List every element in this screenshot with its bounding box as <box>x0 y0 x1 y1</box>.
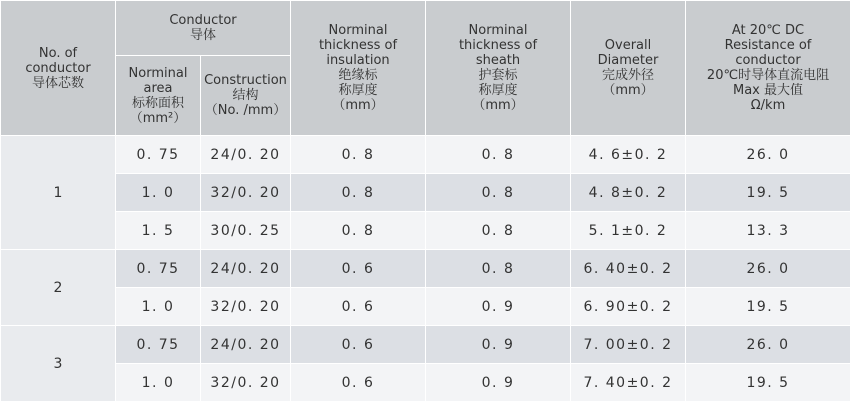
table-header <box>1 1 850 136</box>
conductor-count-cell: 1 <box>1 136 116 250</box>
sheath-cell: 0. 9 <box>426 326 571 364</box>
sheath-cell: 0. 8 <box>426 174 571 212</box>
resistance-cell: 19. 5 <box>686 288 850 326</box>
construction-cell: 24/0. 20 <box>201 136 291 174</box>
table-row <box>1 212 850 250</box>
resistance-cell: 26. 0 <box>686 326 850 364</box>
diameter-cell: 4. 8±0. 2 <box>571 174 686 212</box>
header-no-of-conductor: No. of conductor 导体芯数 <box>1 1 116 136</box>
resistance-cell: 19. 5 <box>686 364 850 402</box>
construction-cell: 32/0. 20 <box>201 364 291 402</box>
diameter-cell: 7. 00±0. 2 <box>571 326 686 364</box>
area-cell: 1. 0 <box>116 174 201 212</box>
resistance-cell: 26. 0 <box>686 250 850 288</box>
header-conductor: Conductor 导体 <box>116 1 291 56</box>
sheath-cell: 0. 9 <box>426 288 571 326</box>
resistance-cell: 19. 5 <box>686 174 850 212</box>
area-cell: 0. 75 <box>116 326 201 364</box>
table-row <box>1 288 850 326</box>
construction-cell: 32/0. 20 <box>201 288 291 326</box>
insulation-cell: 0. 6 <box>291 250 426 288</box>
insulation-cell: 0. 6 <box>291 288 426 326</box>
table-row <box>1 364 850 402</box>
conductor-count-cell: 2 <box>1 250 116 326</box>
construction-cell: 32/0. 20 <box>201 174 291 212</box>
table-row <box>1 250 850 288</box>
sheath-cell: 0. 8 <box>426 136 571 174</box>
area-cell: 1. 5 <box>116 212 201 250</box>
area-cell: 1. 0 <box>116 288 201 326</box>
conductor-count-cell: 3 <box>1 326 116 402</box>
diameter-cell: 5. 1±0. 2 <box>571 212 686 250</box>
sheath-cell: 0. 8 <box>426 212 571 250</box>
insulation-cell: 0. 8 <box>291 212 426 250</box>
insulation-cell: 0. 8 <box>291 174 426 212</box>
resistance-cell: 13. 3 <box>686 212 850 250</box>
header-nominal-area: Norminal area 标称面积 （mm²） <box>116 56 201 136</box>
sheath-cell: 0. 8 <box>426 250 571 288</box>
table-row <box>1 174 850 212</box>
table-body <box>1 136 850 402</box>
table-row <box>1 326 850 364</box>
table-row <box>1 136 850 174</box>
header-construction: Construction 结构 （No. /mm） <box>201 56 291 136</box>
area-cell: 0. 75 <box>116 250 201 288</box>
resistance-cell: 26. 0 <box>686 136 850 174</box>
insulation-cell: 0. 6 <box>291 326 426 364</box>
diameter-cell: 6. 40±0. 2 <box>571 250 686 288</box>
insulation-cell: 0. 8 <box>291 136 426 174</box>
construction-cell: 30/0. 25 <box>201 212 291 250</box>
area-cell: 1. 0 <box>116 364 201 402</box>
construction-cell: 24/0. 20 <box>201 250 291 288</box>
header-sheath-thickness: Norminal thickness of sheath 护套标 称厚度 （mm） <box>426 1 571 136</box>
insulation-cell: 0. 6 <box>291 364 426 402</box>
diameter-cell: 4. 6±0. 2 <box>571 136 686 174</box>
construction-cell: 24/0. 20 <box>201 326 291 364</box>
sheath-cell: 0. 9 <box>426 364 571 402</box>
diameter-cell: 6. 90±0. 2 <box>571 288 686 326</box>
header-overall-diameter: Overall Diameter 完成外径 （mm） <box>571 1 686 136</box>
header-dc-resistance: At 20℃ DC Resistance of conductor 20℃时导体直流电阻 Max 最大值 Ω/km <box>686 1 850 136</box>
diameter-cell: 7. 40±0. 2 <box>571 364 686 402</box>
header-insulation-thickness: Norminal thickness of insulation 绝缘标 称厚度 （mm） <box>291 1 426 136</box>
area-cell: 0. 75 <box>116 136 201 174</box>
